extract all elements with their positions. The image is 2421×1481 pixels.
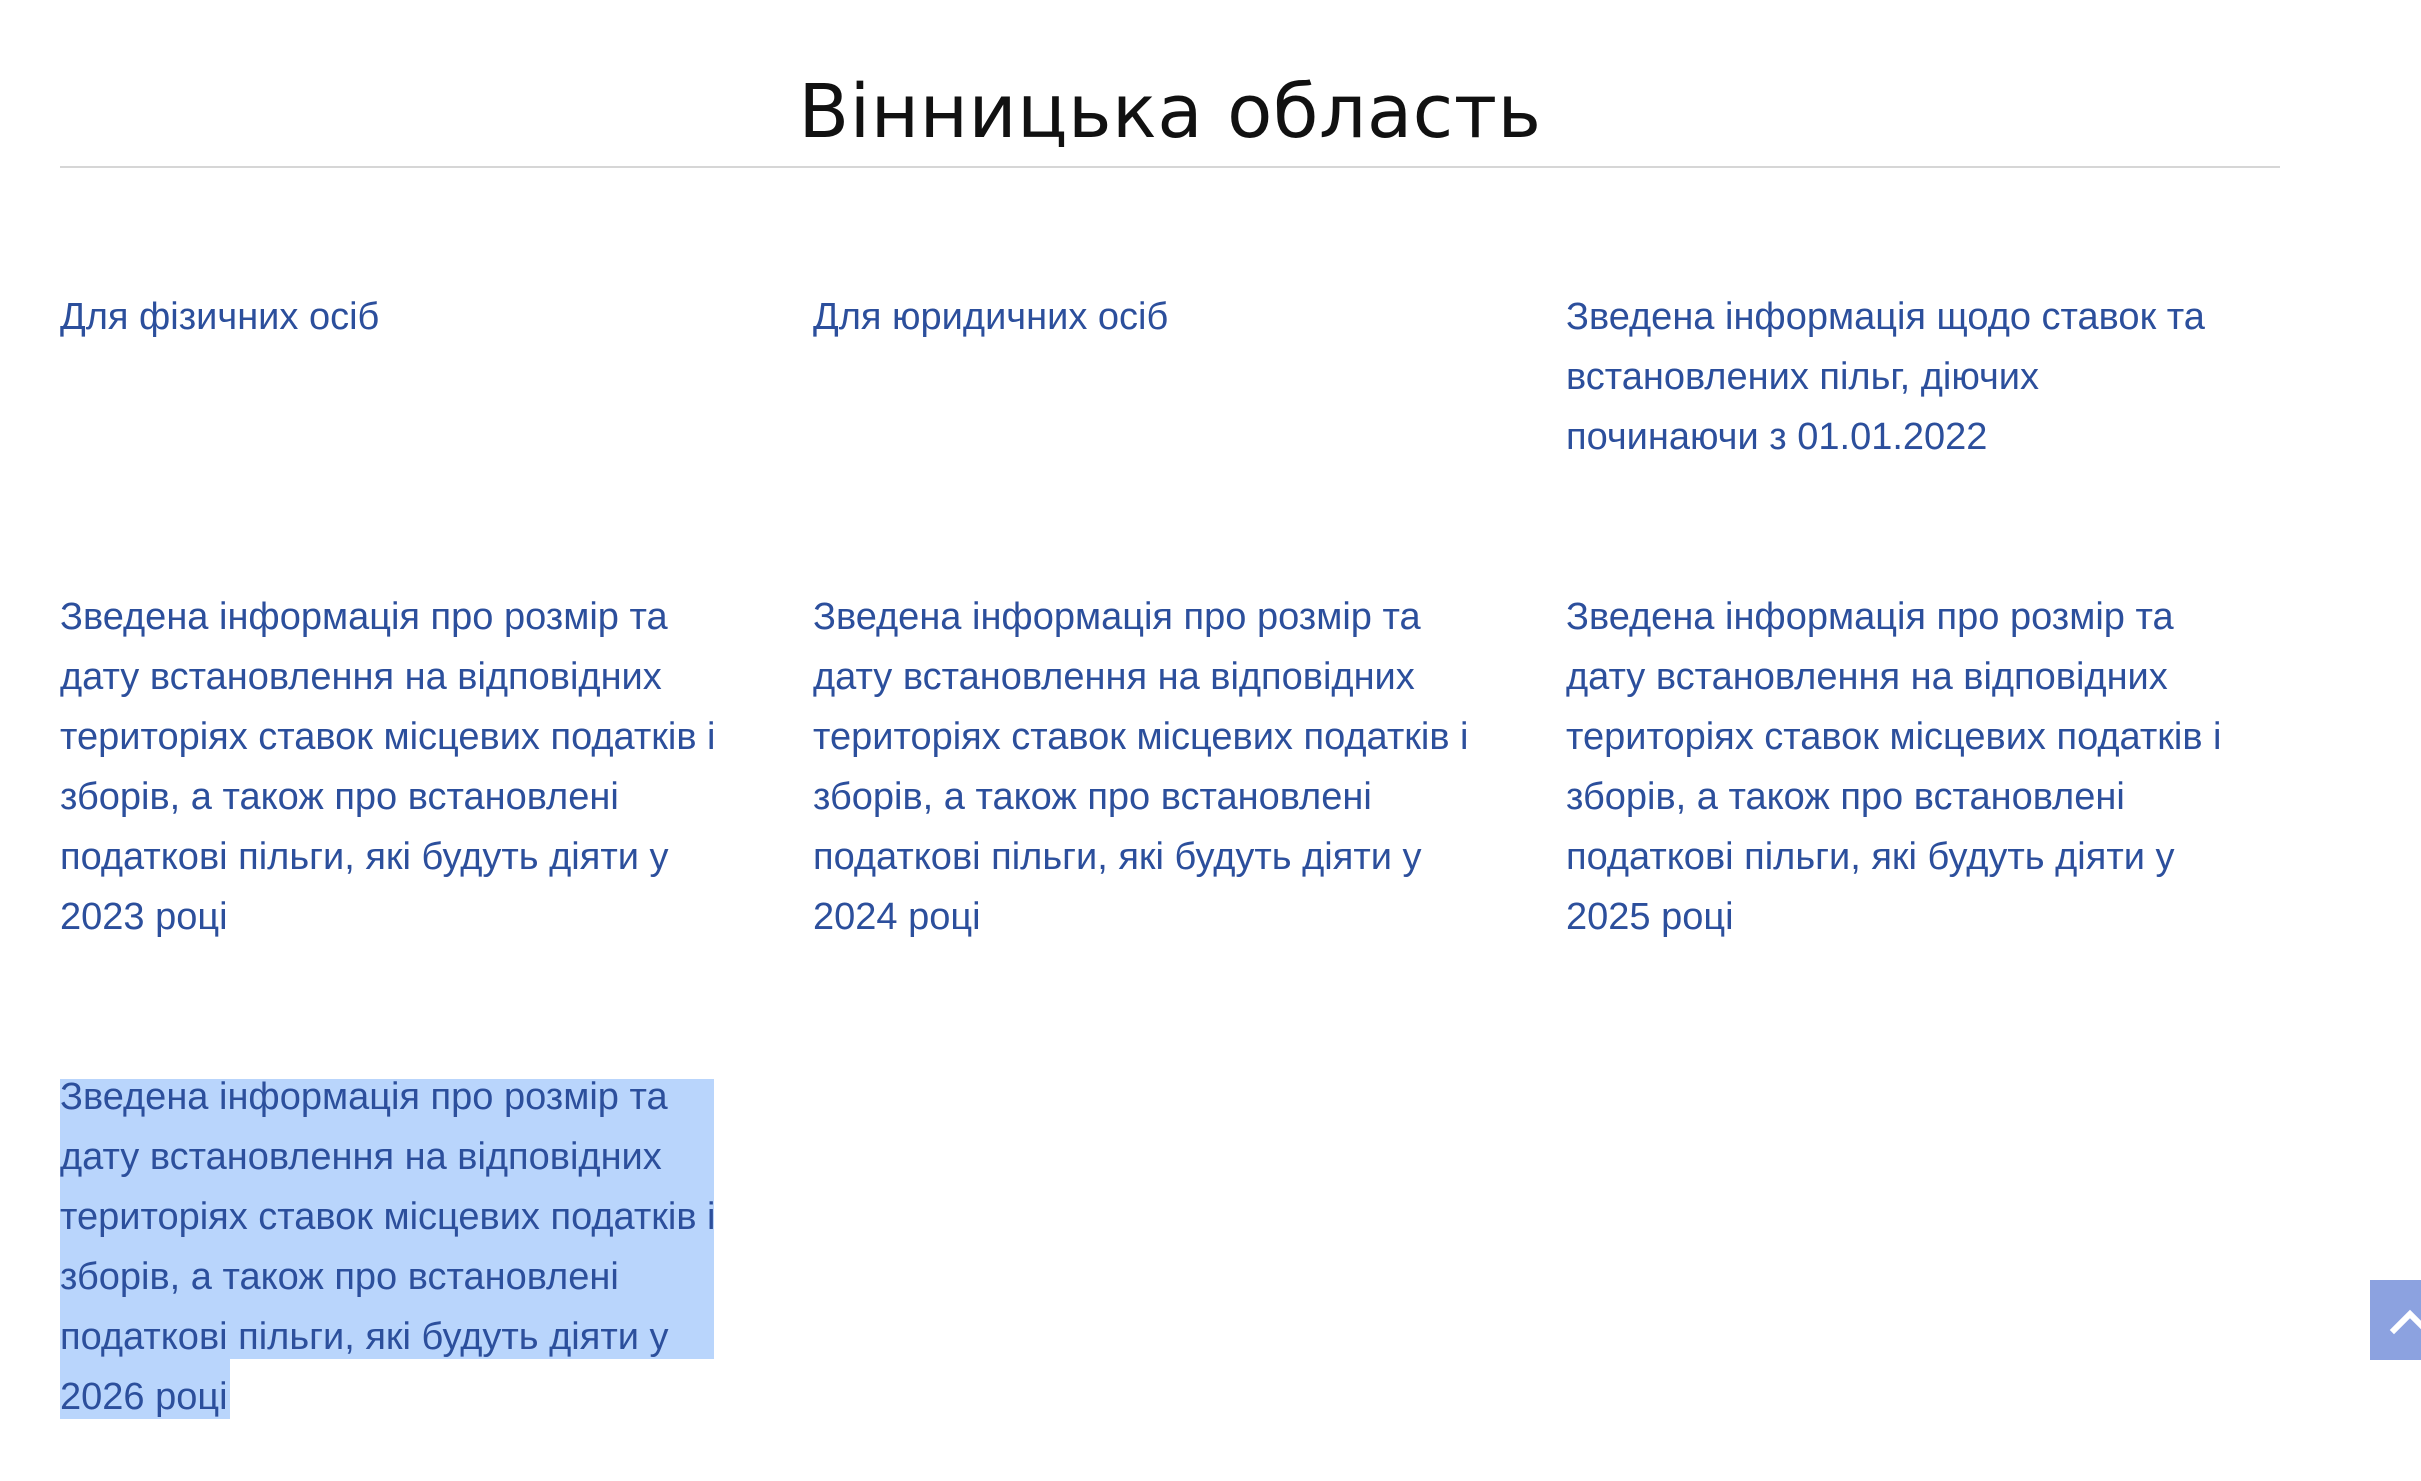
page-title: Вінницька область <box>798 68 1542 155</box>
link-rates-2026[interactable]: Зведена інформація про розмір та дату встановлення на відповідних територіях ставок місцевих податків і зборів, а також про встановлені податкові пільги, які будуть діяти у 2026 році <box>60 1076 716 1418</box>
link-rates-2023[interactable]: Зведена інформація про розмір та дату встановлення на відповідних територіях ставок місцевих податків і зборів, а також про встановлені податкові пільги, які будуть діяти у 2023 році <box>60 596 716 938</box>
link-summary-2022[interactable]: Зведена інформація щодо ставок та встановлених пільг, діючих починаючи з 01.01.2022 <box>1566 296 2205 458</box>
link-legal-entities[interactable]: Для юридичних осіб <box>813 296 1169 338</box>
link-rates-2025[interactable]: Зведена інформація про розмір та дату встановлення на відповідних територіях ставок місцевих податків і зборів, а також про встановлені податкові пільги, які будуть діяти у 2025 році <box>1566 596 2222 938</box>
link-rates-2024[interactable]: Зведена інформація про розмір та дату встановлення на відповідних територіях ставок місцевих податків і зборів, а також про встановлені податкові пільги, які будуть діяти у 2024 році <box>813 596 1469 938</box>
chevron-up-icon <box>2388 1302 2421 1338</box>
link-individuals[interactable]: Для фізичних осіб <box>60 296 380 338</box>
title-divider <box>60 166 2280 168</box>
scroll-to-top-button[interactable] <box>2370 1280 2421 1360</box>
